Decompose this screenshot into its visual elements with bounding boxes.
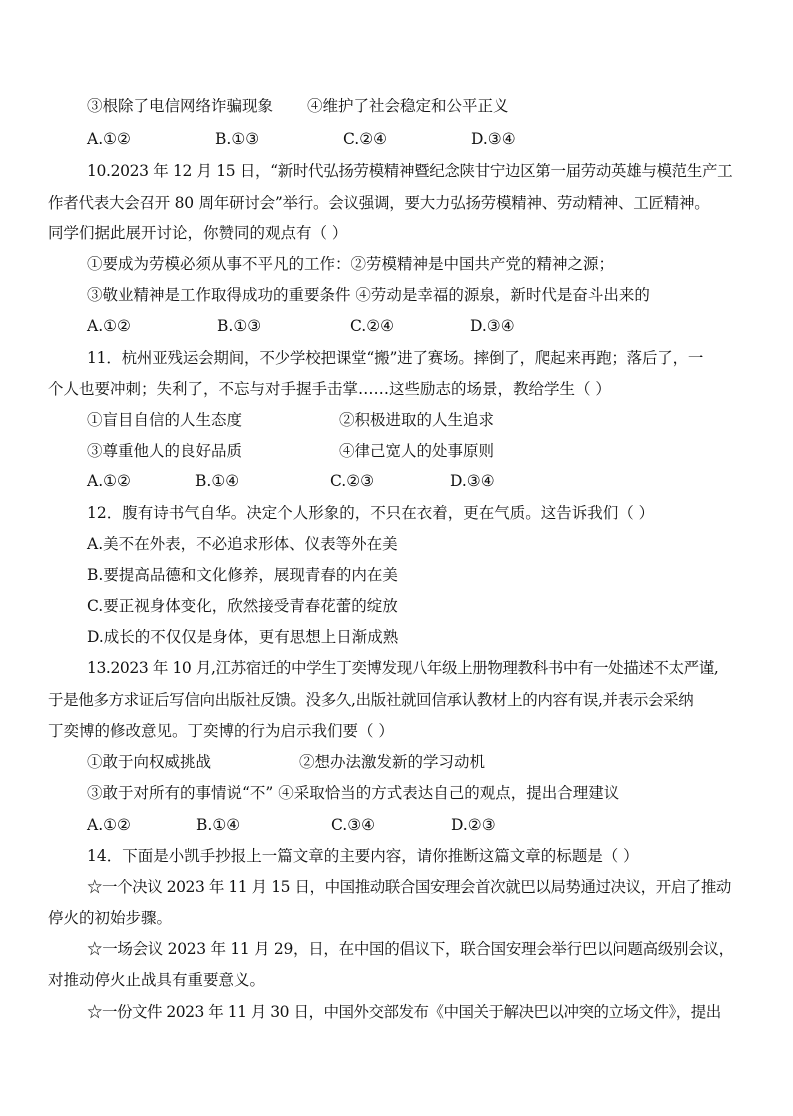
q10-option-c: C.②④ [350,317,395,335]
q13-statements-line-2: ③敢于对所有的事情说“不” ④采取恰当的方式表达自己的观点，提出合理建议 [87,784,620,802]
q10-stem-line-3: 同学们据此展开讨论，你赞同的观点有（ ） [48,224,348,242]
q11-stem-line-1: 11．杭州亚残运会期间，不少学校把课堂“搬”进了赛场。摔倒了，爬起来再跑；落后了，一 [87,349,704,367]
q13-option-c: C.③④ [331,816,376,834]
q11-statement-2: ②积极进取的人生追求 [339,411,495,429]
q13-statement-1: ①敢于向权威挑战 [87,753,212,771]
q12-stem: 12．腹有诗书气自华。决定个人形象的，不只在衣着，更在气质。这告诉我们（ ） [87,504,655,522]
q13-statements-line-1 [87,752,485,772]
q10-stem-line-2: 作者代表大会召开 80 周年研讨会”举行。会议强调，要大力弘扬劳模精神、劳动精神、工匠精神。 [48,194,710,212]
q13-option-d: D.②③ [451,816,496,834]
q9-statements-line [87,96,509,116]
q14-item-2-line-1: ☆一场会议 2023 年 11 月 29，日，在中国的倡议下，联合国安理会举行巴以问题高级别会议， [87,940,734,958]
q14-item-1-line-1: ☆一个决议 2023 年 11 月 15 日，中国推动联合国安理会首次就巴以局势通过决议，开启了推动 [87,878,731,896]
q10-option-d: D.③④ [470,317,515,335]
q10-option-a: A.①② [87,317,131,335]
q11-statement-4: ④律己宽人的处事原则 [339,442,495,460]
q11-statement-3: ③尊重他人的良好品质 [87,442,243,460]
q13-stem-line-3: 丁奕博的修改意见。丁奕博的行为启示我们要（ ） [48,722,394,740]
q9-option-b: B.①③ [215,130,260,148]
q11-statements-line-2 [87,441,494,461]
q10-option-b: B.①③ [217,317,262,335]
q9-statement-3: ③根除了电信网络诈骗现象 [87,97,274,115]
q13-stem-line-2: 于是他多方求证后写信向出版社反馈。没多久,出版社就回信承认教材上的内容有误,并表示会采纳 [48,691,694,709]
q10-options [87,316,515,336]
q11-statements-line-1 [87,410,494,430]
q10-stem-line-1: 10.2023 年 12 月 15 日，“新时代弘扬劳模精神暨纪念陕甘宁边区第一届劳动英雄与模范生产工 [87,162,733,180]
q10-statements-line-2: ③敬业精神是工作取得成功的重要条件 ④劳动是幸福的源泉，新时代是奋斗出来的 [87,286,650,304]
q13-option-b: B.①④ [196,816,241,834]
q13-stem-line-1: 13.2023 年 10 月,江苏宿迁的中学生丁奕博发现八年级上册物理教科书中有一处描述不太严谨, [87,659,719,677]
q11-stem-line-2: 个人也要冲刺；失利了，不忘与对手握手击掌……这些励志的场景，教给学生（ ） [48,380,611,398]
q12-option-c: C.要正视身体变化，欣然接受青春花蕾的绽放 [87,597,398,615]
q11-option-a: A.①② [87,472,131,490]
q11-option-d: D.③④ [450,472,495,490]
q13-statement-2: ②想办法激发新的学习动机 [299,753,486,771]
q11-option-c: C.②③ [330,472,375,490]
q9-option-d: D.③④ [471,130,516,148]
q11-option-b: B.①④ [195,472,240,490]
q11-statement-1: ①盲目自信的人生态度 [87,411,243,429]
q12-option-a: A.美不在外表，不必追求形体、仪表等外在美 [87,535,398,553]
q14-item-1-line-2: 停火的初始步骤。 [48,909,173,927]
q11-options [87,471,495,491]
q13-options [87,815,496,835]
q14-item-2-line-2: 对推动停火止战具有重要意义。 [48,971,266,989]
q9-options [87,129,516,149]
q14-item-3-line-1: ☆一份文件 2023 年 11 月 30 日，中国外交部发布《中国关于解决巴以冲突的立场文件》，提出 [87,1003,721,1021]
q12-option-b: B.要提高品德和文化修养，展现青春的内在美 [87,566,398,584]
q9-statement-4: ④维护了社会稳定和公平正义 [307,97,509,115]
q14-stem: 14．下面是小凯手抄报上一篇文章的主要内容，请你推断这篇文章的标题是（ ） [87,847,639,865]
q10-statements-line-1: ①要成为劳模必须从事不平凡的工作：②劳模精神是中国共产党的精神之源； [87,255,615,273]
q9-option-a: A.①② [87,130,131,148]
q9-option-c: C.②④ [343,130,388,148]
q12-option-d: D.成长的不仅仅是身体，更有思想上日渐成熟 [87,628,399,646]
q13-option-a: A.①② [87,816,131,834]
